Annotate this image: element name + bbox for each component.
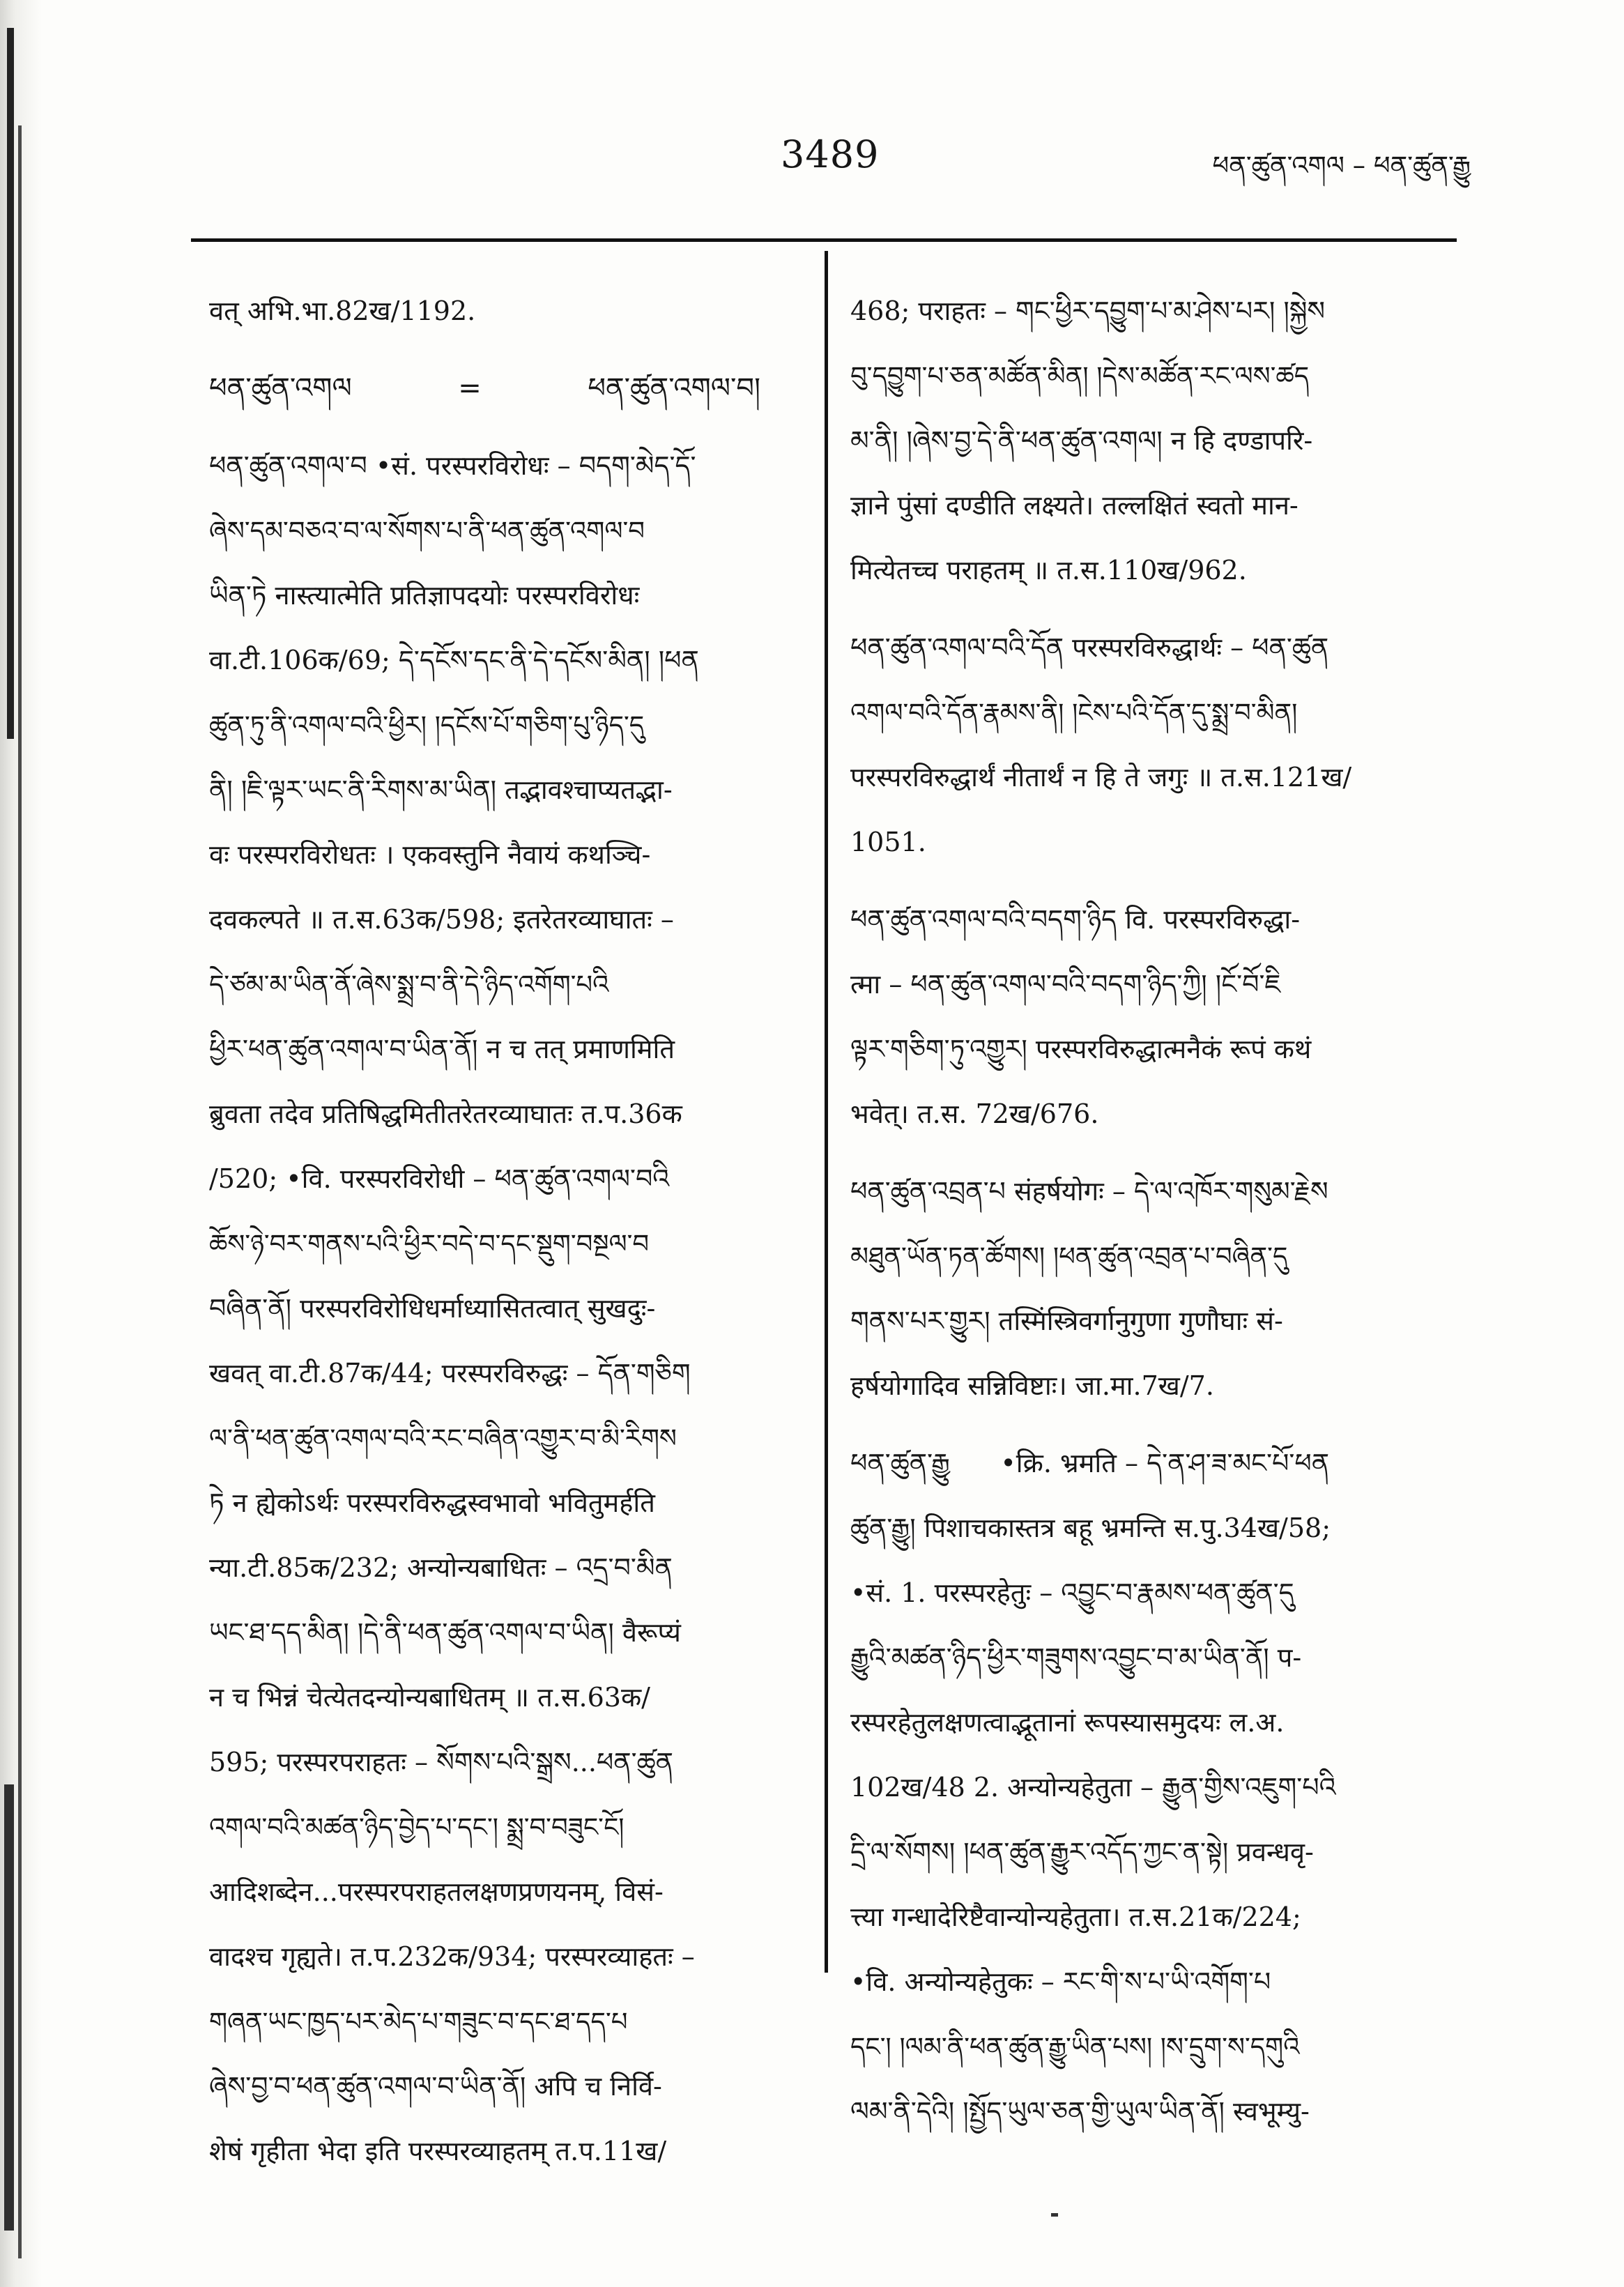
- text-line: ཚུན་ཏུ་ནི་འགལ་བའི་ཕྱིར། །དངོས་པོ་གཅིག་པུ་ཉིད་དུ: [209, 710, 645, 740]
- text-line: हर्षयोगादिव सन्निविष्टाः। जा.मा.7ख/7.: [850, 1370, 1214, 1401]
- text-line: न च भिन्नं चेत्येतदन्योन्यबाधितम् ॥ त.स.63क/: [209, 1682, 650, 1713]
- text-line: ब्रुवता तदेव प्रतिषिद्धमितीतरेतरव्याघातः त.प.36क: [209, 1099, 682, 1129]
- text-line: न्या.टी.85क/232; अन्योन्यबाधितः – འདྲ་བ་མིན: [209, 1552, 673, 1583]
- text-line: ཏེ न ह्येकोऽर्थः परस्परविरुद्धस्वभावो भवितुमर्हति: [209, 1487, 655, 1518]
- text-line: त्त्या गन्धादेरिष्टैवान्योन्यहेतुता। त.स.21क/224;: [850, 1902, 1301, 1932]
- text-line: 102ख/48 2. अन्योन्यहेतुता – རྒྱུན་གྱིས་འཇུག་པའི: [850, 1772, 1336, 1803]
- text-line: ལ་ནི་ཕན་ཚུན་འགལ་བའི་རང་བཞིན་འགྱུར་བ་མི་རིགས: [209, 1423, 677, 1453]
- text-line: भवेत्। त.स. 72ख/676.: [850, 1099, 1099, 1129]
- text-line: दवकल्पते ॥ त.स.63क/598; इतरेतरव्याघातः –: [209, 904, 674, 935]
- text-line: शेषं गृहीता भेदा इति परस्परव्याहतम् त.प.11ख/: [209, 2136, 667, 2166]
- text-line: གཞན་ཡང་ཁྱད་པར་མེད་པ་གཟུང་བ་དང་ཐ་དད་པ: [209, 2007, 628, 2037]
- text-line: ཡང་ཐ་དད་མིན། །དེ་ནི་ཕན་ཚུན་འགལ་བ་ཡིན། वैरूप्यं: [209, 1617, 681, 1648]
- text-line: 1051.: [850, 827, 926, 857]
- text-line: དེ་ཙམ་མ་ཡིན་ནོ་ཞེས་སྨྲ་བ་ནི་དེ་ཉིད་འགོག་པའི: [209, 970, 609, 1000]
- text-line: 468; पराहतः – གང་ཕྱིར་དབྱུག་པ་མ་ཤེས་པར། །སྐྱེས: [850, 296, 1326, 326]
- text-line: དང་། །ལམ་ནི་ཕན་ཚུན་རྒྱུ་ཡིན་པས། །ས་དྲུག་ས་དགུའི: [850, 2032, 1300, 2062]
- text-line: ཕྱིར་ཕན་ཚུན་འགལ་བ་ཡིན་ནོ། न च तत् प्रमाणमिति: [209, 1034, 675, 1064]
- text-line: རྒྱུའི་མཚན་ཉིད་ཕྱིར་གཟུགས་འབྱུང་བ་མ་ཡིན་ནོ། प-: [850, 1642, 1302, 1673]
- text-line: ཞེས་དམ་བཅའ་བ་ལ་སོགས་པ་ནི་ཕན་ཚུན་འགལ་བ: [209, 516, 645, 546]
- dictionary-entry: [209, 434, 802, 2184]
- text-line: འགལ་བའི་མཚན་ཉིད་བྱེད་པ་དང་། སྨྲ་བ་བཟུང་ངོ།: [209, 1812, 625, 1842]
- text-line: •वि. अन्योन्यहेतुकः – རང་གི་ས་པ་ཡི་འགོག་པ: [850, 1966, 1271, 1997]
- dictionary-entry: [209, 279, 802, 344]
- text-line: གནས་པར་གྱུར། तस्मिंस्त्रिवर्गानुगुणा गुणौघाः सं-: [850, 1306, 1283, 1336]
- text-line: त्मा – ཕན་ཚུན་འགལ་བའི་བདག་ཉིད་ཀྱི། །ངོ་བོ་ཇི: [850, 969, 1281, 1000]
- text-line: वादश्च गृह्यते। त.प.232क/934; परस्परव्याहतः –: [209, 1941, 695, 1972]
- left-column: [209, 279, 802, 2196]
- text-line: वः परस्परविरोधतः । एकवस्तुनि नैवायं कथञ्चि-: [209, 839, 651, 870]
- entry-headword-line: ཕན་ཚུན་འགལ་བའི་དོན परस्परविरुद्धार्थः – ཕན་ཚུན: [850, 632, 1329, 663]
- binding-shadow-line: [4, 1784, 14, 2231]
- text-line: ज्ञाने पुंसां दण्डीति लक्ष्यते। तल्लक्षितं स्वतो मान-: [850, 490, 1299, 521]
- text-line: परस्परविरुद्धार्थं नीतार्थं न हि ते जगुः ॥ त.स.121ख/: [850, 762, 1352, 793]
- page-number: 3489: [781, 132, 880, 176]
- binding-shadow-line: [7, 28, 14, 739]
- text-line: བུ་དབྱུག་པ་ཅན་མཚོན་མིན། །དེས་མཚོན་རང་ལས་ཚད: [850, 361, 1310, 391]
- header-rule: [191, 238, 1457, 242]
- text-line: खवत् वा.टी.87क/44; परस्परविरुद्धः – དོན་གཅིག: [209, 1358, 691, 1389]
- entry-headword-line: ཕན་ཚུན་འབྲན་པ संहर्षयोगः – དེ་ལ་འཁོར་གསུམ་རྗེས: [850, 1176, 1328, 1207]
- dictionary-entry: [850, 1431, 1457, 2144]
- entry-headword-line: ཕན་ཚུན་རྒྱུ •क्रि. भ्रमति – དེ་ན་ཤ་ཟ་མང་པོ་ཕན: [850, 1448, 1330, 1478]
- text-line: •सं. 1. परस्परहेतुः – འབྱུང་བ་རྣམས་ཕན་ཚུན་དུ: [850, 1577, 1294, 1608]
- dictionary-entry: [850, 1159, 1457, 1418]
- entry-headword-line: ཕན་ཚུན་འགལ = ཕན་ཚུན་འགལ་བ།: [209, 372, 760, 404]
- entry-headword-line: ཕན་ཚུན་འགལ་བ •सं. परस्परविरोधः – བདག་མེད་དོ་: [209, 450, 696, 481]
- dictionary-entry: [850, 279, 1457, 603]
- text-line: ཡིན་ཏེ नास्त्यात्मेति प्रतिज्ञापदयोः परस्परविरोधः: [209, 580, 640, 611]
- text-line: དྲི་ལ་སོགས། །ཕན་ཚུན་རྒྱུར་འདོད་ཀྱང་ན་སྟེ། प्रवन्धवृ-: [850, 1837, 1314, 1867]
- text-line: ལྟར་གཅིག་ཏུ་འགྱུར། परस्परविरुद्धात्मनैकं रूपं कथं: [850, 1034, 1312, 1064]
- text-line: रस्परहेतुलक्षणत्वाद्भूतानां रूपस्यासमुदयः ल.अ.: [850, 1707, 1285, 1738]
- running-headword-range: ཕན་ཚུན་འགལ – ཕན་ཚུན་རྒྱུ: [1212, 151, 1471, 181]
- text-line: མཐུན་ཡོན་ཏན་ཚོགས། །ཕན་ཚུན་འབྲན་པ་བཞིན་དུ: [850, 1241, 1288, 1271]
- text-line: འགལ་བའི་དོན་རྣམས་ནི། །ངེས་པའི་དོན་དུ་སྨྲ་བ་མིན།: [850, 698, 1298, 728]
- entry-headword-line: ཕན་ཚུན་འགལ་བའི་བདག་ཉིད वि. परस्परविरुद्धा-: [850, 904, 1301, 935]
- binding-shadow-line: [18, 125, 22, 2258]
- text-line: བཞིན་ནོ། परस्परविरोधिधर्माध्यासितत्वात् सुखदुः-: [209, 1293, 656, 1324]
- dictionary-entry: [850, 887, 1457, 1147]
- text-line: ལམ་ནི་དེའི། །སྤྱོད་ཡུལ་ཅན་གྱི་ཡུལ་ཡིན་ནོ། स्वभूम्यु-: [850, 2096, 1310, 2127]
- dictionary-entry: [209, 356, 802, 421]
- text-line: मित्येतच्च पराहतम् ॥ त.स.110ख/962.: [850, 555, 1247, 586]
- text-line: ཚུན་རྒྱུ། पिशाचकास्तत्र बहू भ्रमन्ति स.पु.34ख/58;: [850, 1513, 1331, 1543]
- text-line: वा.टी.106क/69; དེ་དངོས་དང་ནི་དེ་དངོས་མིན། །ཕན: [209, 645, 699, 675]
- text-line: ནི། །ཇི་ལྟར་ཡང་ནི་རིགས་མ་ཡིན། तद्भावश्चाप्यतद्भा-: [209, 774, 673, 805]
- column-divider: [825, 251, 828, 1973]
- text-line: आदिशब्देन...परस्परपराहतलक्षणप्रणयनम्, विसं-: [209, 1876, 664, 1907]
- right-column: [850, 279, 1457, 2157]
- text-line: /520; •वि. परस्परविरोधी – ཕན་ཚུན་འགལ་བའི: [209, 1163, 670, 1194]
- text-line: ཞེས་བྱ་བ་ཕན་ཚུན་འགལ་བ་ཡིན་ནོ། अपि च निर्वि-: [209, 2071, 662, 2102]
- text-line: 595; परस्परपराहतः – སོགས་པའི་སྒྲས...ཕན་ཚུན: [209, 1747, 674, 1777]
- book-binding-edge: [0, 0, 42, 2287]
- text-line: མ་ནི། །ཞེས་བྱ་དེ་ནི་ཕན་ཚུན་འགལ། न हि दण्डापरि-: [850, 425, 1313, 456]
- text-line: वत् अभि.भा.82ख/1192.: [209, 296, 476, 326]
- dictionary-entry: [850, 615, 1457, 875]
- print-mark: [1051, 2213, 1058, 2217]
- text-line: ཆོས་ཉེ་བར་གནས་པའི་ཕྱིར་བདེ་བ་དང་སྡུག་བསྔལ་བ: [209, 1229, 650, 1259]
